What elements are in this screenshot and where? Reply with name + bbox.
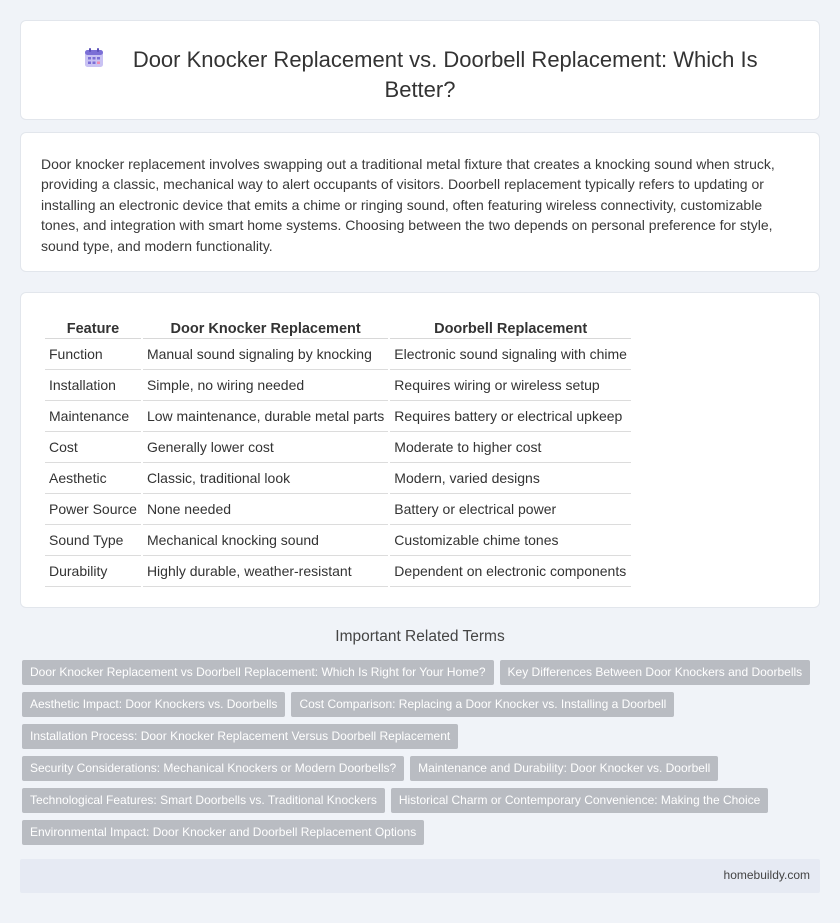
table-row bbox=[45, 525, 631, 556]
related-term-link[interactable]: Maintenance and Durability: Door Knocker vs. Doorbell bbox=[410, 756, 718, 781]
row-feature: Installation bbox=[45, 370, 141, 401]
row-feature: Function bbox=[45, 339, 141, 370]
header-doorbell: Doorbell Replacement bbox=[390, 315, 631, 339]
table-row bbox=[45, 370, 631, 401]
row-doorbell: Dependent on electronic components bbox=[390, 556, 631, 587]
row-feature: Sound Type bbox=[45, 525, 141, 556]
row-knocker: Highly durable, weather-resistant bbox=[143, 556, 388, 587]
title-wrap bbox=[61, 45, 779, 105]
row-knocker: Low maintenance, durable metal parts bbox=[143, 401, 388, 432]
table-header-row bbox=[45, 315, 631, 339]
header-door-knocker: Door Knocker Replacement bbox=[143, 315, 388, 339]
related-term-link[interactable]: Key Differences Between Door Knockers and Doorbells bbox=[500, 660, 811, 685]
intro-card bbox=[20, 132, 820, 272]
page-title: Door Knocker Replacement vs. Doorbell Replacement: Which Is Better? bbox=[132, 47, 758, 102]
comparison-card bbox=[20, 292, 820, 608]
row-feature: Maintenance bbox=[45, 401, 141, 432]
related-terms-heading: Important Related Terms bbox=[335, 628, 505, 645]
footer-site-link[interactable]: homebuildy.com bbox=[723, 868, 810, 882]
intro-paragraph: Door knocker replacement involves swapping out a traditional metal fixture that creates a knocking sound when struck, providing a classic, mechanical way to alert occupants of visitors. Doorbell replacement typically refers to updating or installing an electronic device that emits a chime or ringing sound, often featuring wireless connectivity, customizable tones, and integration with smart home systems. Choosing between the two depends on personal preference for style, sound type, and modern functionality. bbox=[41, 156, 775, 254]
related-term-link[interactable]: Door Knocker Replacement vs Doorbell Replacement: Which Is Right for Your Home? bbox=[22, 660, 494, 685]
related-term-link[interactable]: Installation Process: Door Knocker Replacement Versus Doorbell Replacement bbox=[22, 724, 458, 749]
row-doorbell: Battery or electrical power bbox=[390, 494, 631, 525]
row-doorbell: Modern, varied designs bbox=[390, 463, 631, 494]
row-knocker: Classic, traditional look bbox=[143, 463, 388, 494]
related-term-link[interactable]: Environmental Impact: Door Knocker and Doorbell Replacement Options bbox=[22, 820, 424, 845]
row-doorbell: Customizable chime tones bbox=[390, 525, 631, 556]
header-feature: Feature bbox=[45, 315, 141, 339]
table-row bbox=[45, 339, 631, 370]
row-feature: Power Source bbox=[45, 494, 141, 525]
row-knocker: Simple, no wiring needed bbox=[143, 370, 388, 401]
row-doorbell: Requires battery or electrical upkeep bbox=[390, 401, 631, 432]
row-knocker: Mechanical knocking sound bbox=[143, 525, 388, 556]
row-doorbell: Electronic sound signaling with chime bbox=[390, 339, 631, 370]
footer bbox=[20, 859, 820, 893]
title-card bbox=[20, 20, 820, 120]
row-doorbell: Moderate to higher cost bbox=[390, 432, 631, 463]
table-row bbox=[45, 432, 631, 463]
related-term-link[interactable]: Historical Charm or Contemporary Convenience: Making the Choice bbox=[391, 788, 769, 813]
row-feature: Durability bbox=[45, 556, 141, 587]
calendar-icon bbox=[82, 46, 106, 70]
row-feature: Aesthetic bbox=[45, 463, 141, 494]
related-term-link[interactable]: Aesthetic Impact: Door Knockers vs. Doorbells bbox=[22, 692, 285, 717]
row-knocker: Manual sound signaling by knocking bbox=[143, 339, 388, 370]
related-term-link[interactable]: Technological Features: Smart Doorbells vs. Traditional Knockers bbox=[22, 788, 385, 813]
related-term-link[interactable]: Cost Comparison: Replacing a Door Knocker vs. Installing a Doorbell bbox=[291, 692, 674, 717]
table-row bbox=[45, 556, 631, 587]
comparison-table bbox=[43, 315, 633, 587]
related-term-link[interactable]: Security Considerations: Mechanical Knockers or Modern Doorbells? bbox=[22, 756, 404, 781]
table-row bbox=[45, 401, 631, 432]
row-doorbell: Requires wiring or wireless setup bbox=[390, 370, 631, 401]
row-knocker: Generally lower cost bbox=[143, 432, 388, 463]
related-terms-list bbox=[22, 660, 822, 852]
table-row bbox=[45, 494, 631, 525]
row-feature: Cost bbox=[45, 432, 141, 463]
row-knocker: None needed bbox=[143, 494, 388, 525]
table-row bbox=[45, 463, 631, 494]
